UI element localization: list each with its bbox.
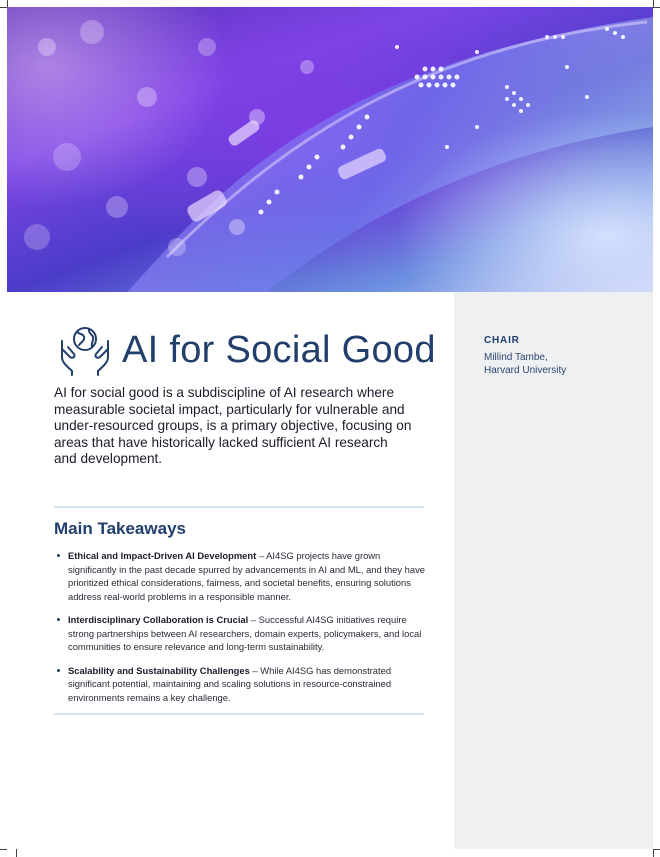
list-item (54, 549, 426, 603)
page-title: AI for Social Good (122, 328, 436, 371)
crop-mark (653, 849, 654, 857)
crop-mark (0, 7, 7, 8)
takeaway-title: Scalability and Sustainability Challenges (68, 664, 250, 676)
takeaway-title: Interdisciplinary Collaboration is Crucial (68, 614, 249, 625)
hands-globe-icon (56, 323, 114, 377)
crop-mark (653, 7, 660, 8)
list-item (54, 664, 426, 705)
page-header (56, 322, 436, 378)
list-item (54, 613, 426, 654)
divider-bottom (54, 713, 424, 715)
chair-name: Millind Tambe, (484, 352, 548, 363)
hero-circuit-image (7, 7, 653, 292)
takeaway-title: Ethical and Impact-Driven AI Development (68, 550, 257, 561)
section-heading: Main Takeaways (54, 519, 186, 538)
crop-mark (653, 0, 654, 7)
takeaway-body: – Successful AI4SG initiatives require strong partnerships between AI researchers, domain experts, policymakers, and local communities to ensure relevance and long-term sustainability. (68, 614, 422, 652)
divider-top (54, 506, 424, 508)
takeaway-body: – AI4SG projects have grown significantly in the past decade spurred by advancements in AI and ML, and they have prioritized ethical considerations, fairness, and societal benefits, ensuring solutions address real-world problems in a responsible manner. (68, 550, 425, 602)
hero-image (7, 7, 653, 292)
crop-mark (16, 849, 17, 857)
crop-mark (0, 849, 7, 850)
crop-mark (7, 0, 8, 7)
takeaways-list (54, 549, 426, 714)
chair-affiliation: Harvard University (484, 365, 567, 376)
takeaway-body: – While AI4SG has demonstrated significant potential, maintaining and scaling solutions in resource-constrained environments remains a key challenge. (68, 664, 392, 703)
intro-paragraph: AI for social good is a subdiscipline of AI research where measurable societal impact, particularly for vulnerable and under-resourced groups, is a primary objective, focusing on areas that have historically lacked sufficient AI research and development. (54, 385, 412, 466)
chair-label: CHAIR (484, 335, 520, 346)
chair-info (484, 351, 644, 377)
crop-mark (653, 849, 660, 850)
